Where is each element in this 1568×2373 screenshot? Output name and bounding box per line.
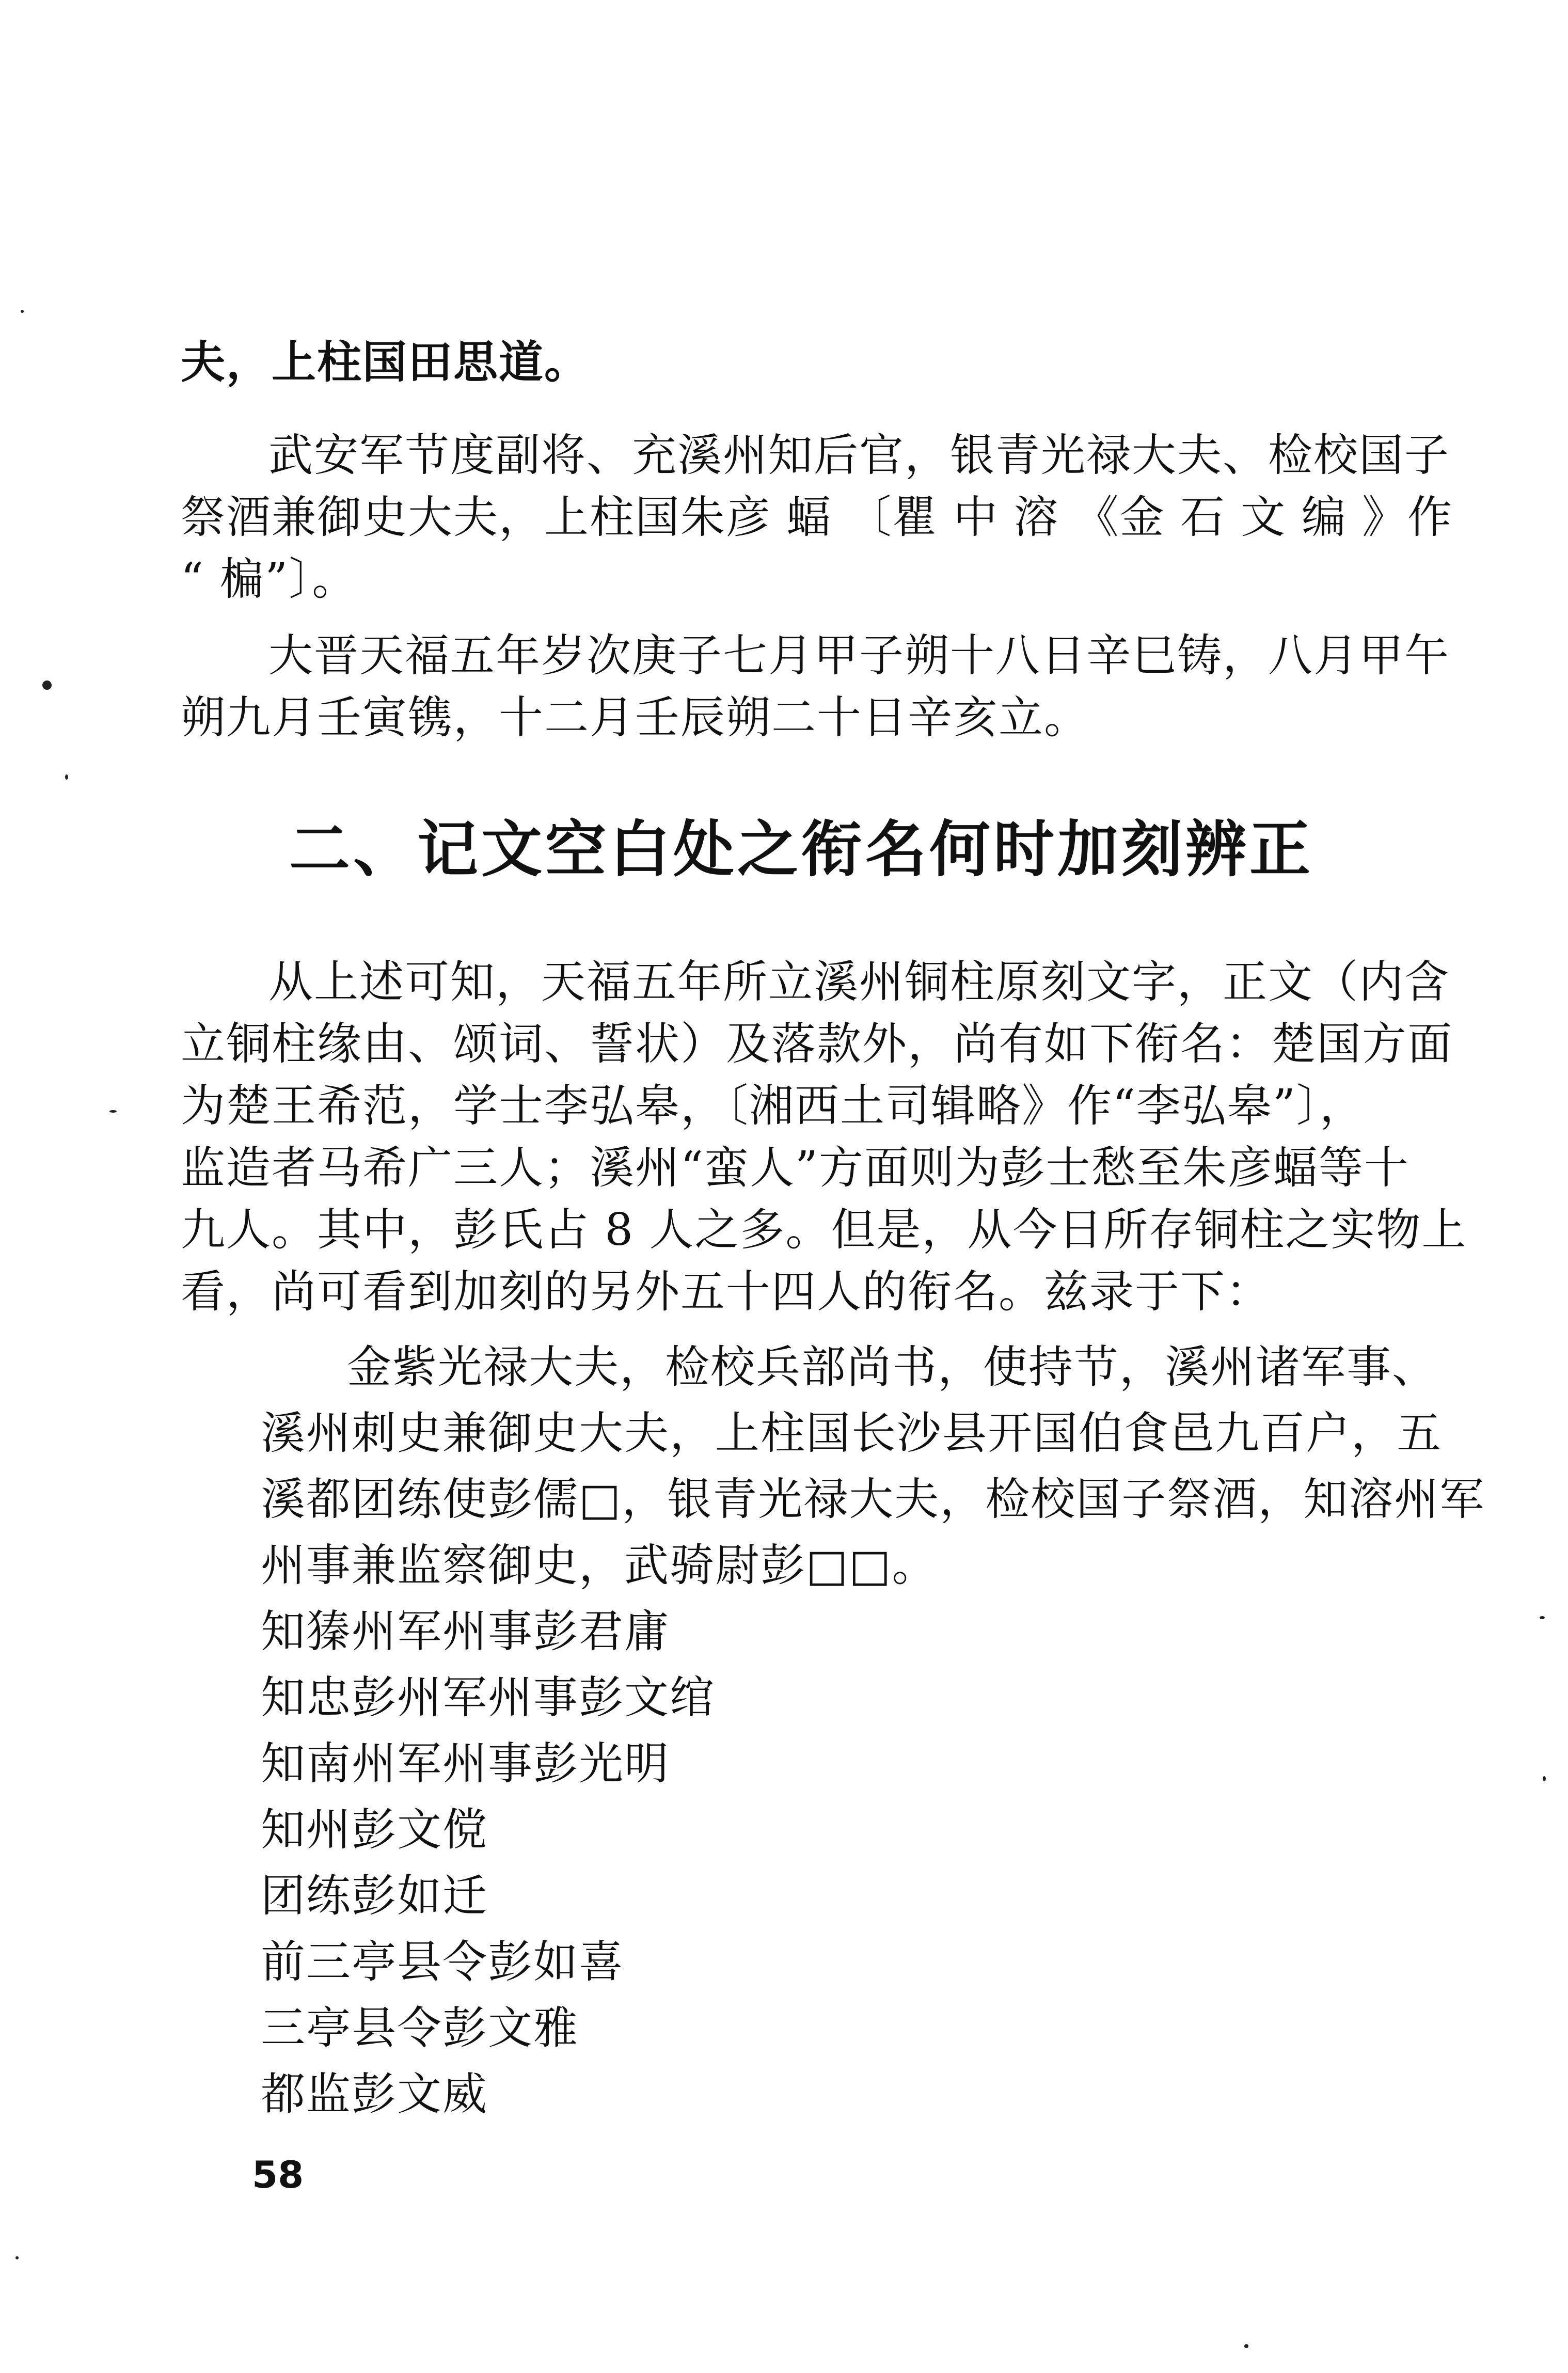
- section-heading: 二、记文空白处之衔名何时加刻辨正: [289, 814, 1314, 885]
- scan-speck: [15, 2256, 19, 2259]
- page-number: 58: [252, 2153, 304, 2196]
- scan-speck: [109, 1110, 117, 1113]
- list-item: 三亭县令彭文雅: [261, 2002, 579, 2054]
- paragraph4-line: 立铜柱缘由、颂词、誓状）及落款外，尚有如下衔名：楚国方面: [181, 1018, 1453, 1070]
- list-item: 前三亭县令彭如喜: [261, 1936, 624, 1988]
- list-item: 知南州军州事彭光明: [261, 1738, 670, 1790]
- list-item: 知州彭文傥: [261, 1804, 488, 1856]
- paragraph2-line: 祭酒兼御史大夫，上柱国朱彦 蝠 〔瞿 中 溶 《金 石 文 编 》作: [181, 492, 1453, 543]
- paragraph2-line: 武安军节度副将、充溪州知后官，银青光禄大夫、检校国子: [268, 430, 1450, 481]
- list-item: 知忠彭州军州事彭文绾: [261, 1672, 715, 1723]
- scan-speck: [21, 310, 24, 313]
- paragraph4-line: 从上述可知，天福五年所立溪州铜柱原刻文字，正文（内含: [268, 956, 1450, 1008]
- list-item: 都监彭文威: [261, 2068, 488, 2120]
- paragraph5-line: 溪州刺史兼御史大夫，上柱国长沙县开国伯食邑九百户，五: [261, 1407, 1442, 1459]
- scan-speck: [1540, 1616, 1545, 1619]
- paragraph5-line: 金紫光禄大夫，检校兵部尚书，使持节，溪州诸军事、: [347, 1341, 1437, 1393]
- paragraph3-line: 朔九月壬寅镌，十二月壬辰朔二十日辛亥立。: [181, 692, 1089, 743]
- paragraph3-line: 大晋天福五年岁次庚子七月甲子朔十八日辛巳铸，八月甲午: [268, 630, 1450, 682]
- paragraph4-line: 为楚王希范，学士李弘皋，〔湘西土司辑略》作“李弘皋”〕，: [181, 1080, 1365, 1132]
- scan-speck: [65, 774, 68, 780]
- paragraph4-line: 看，尚可看到加刻的另外五十四人的衔名。兹录于下：: [181, 1266, 1271, 1318]
- list-item: 知獉州军州事彭君庸: [261, 1606, 670, 1657]
- paragraph5-line: 州事兼监察御史，武骑尉彭□□。: [261, 1540, 938, 1591]
- list-item: 团练彭如迁: [261, 1870, 488, 1922]
- scan-speck: [1244, 2344, 1248, 2348]
- paragraph4-line: 九人。其中，彭氏占 8 人之多。但是，从今日所存铜柱之实物上: [181, 1204, 1467, 1256]
- paragraph5-line: 溪都团练使彭儒□，银青光禄大夫，检校国子祭酒，知溶州军: [261, 1474, 1485, 1525]
- paragraph2-line: “ 楄”〕。: [181, 553, 358, 605]
- paragraph4-line: 监造者马希广三人；溪州“蛮人”方面则为彭士愁至朱彦蝠等十: [181, 1142, 1409, 1194]
- scan-speck: [1543, 1776, 1546, 1781]
- paragraph1-line: 夫，上柱国田思道。: [181, 336, 590, 388]
- scan-speck: [42, 681, 52, 690]
